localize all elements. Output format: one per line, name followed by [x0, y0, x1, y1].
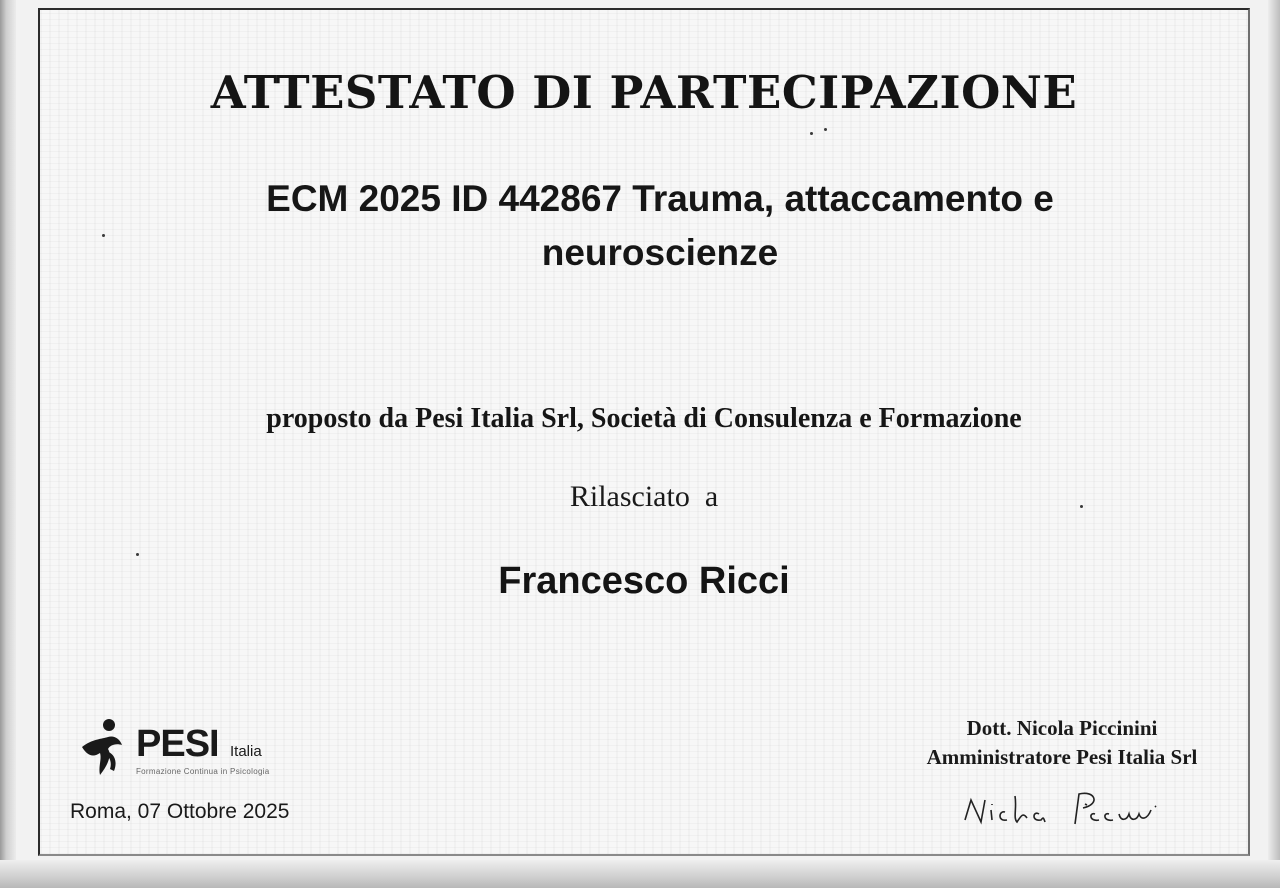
course-title-line-1: ECM 2025 ID 442867 Trauma, attaccamento e — [266, 178, 1054, 219]
logo-brand-suffix: Italia — [230, 743, 262, 760]
logo-tagline: Formazione Continua in Psicologia — [136, 767, 270, 776]
signatory-block — [892, 714, 1232, 772]
handwritten-signature — [955, 780, 1185, 840]
scan-edge-right — [1268, 0, 1280, 888]
proposer-text: proposto da Pesi Italia Srl, Società di Consulenza e Formazione — [266, 403, 1022, 434]
logo-brand: PESI — [136, 723, 219, 765]
issued-to-label — [40, 480, 1248, 514]
certificate-title: ATTESTATO DI PARTECIPAZIONE — [210, 66, 1078, 119]
signatory-name: Dott. Nicola Piccinini — [966, 716, 1158, 740]
recipient-name: Francesco Ricci — [498, 560, 790, 602]
scan-speck — [1080, 505, 1083, 508]
scan-speck — [810, 132, 813, 135]
scan-edge-left — [0, 0, 16, 888]
scan-speck — [824, 128, 827, 131]
issue-date: Roma, 07 Ottobre 2025 — [70, 800, 290, 823]
signatory-role: Amministratore Pesi Italia Srl — [926, 745, 1198, 769]
pesi-logo — [78, 717, 308, 781]
scan-speck — [102, 234, 105, 237]
scan-speck — [136, 553, 139, 556]
scan-edge-bottom — [0, 860, 1280, 888]
issued-to-text: Rilasciato a — [569, 480, 719, 513]
course-title — [160, 172, 1160, 280]
course-title-line-2: neuroscienze — [541, 232, 779, 273]
certificate — [38, 8, 1250, 856]
